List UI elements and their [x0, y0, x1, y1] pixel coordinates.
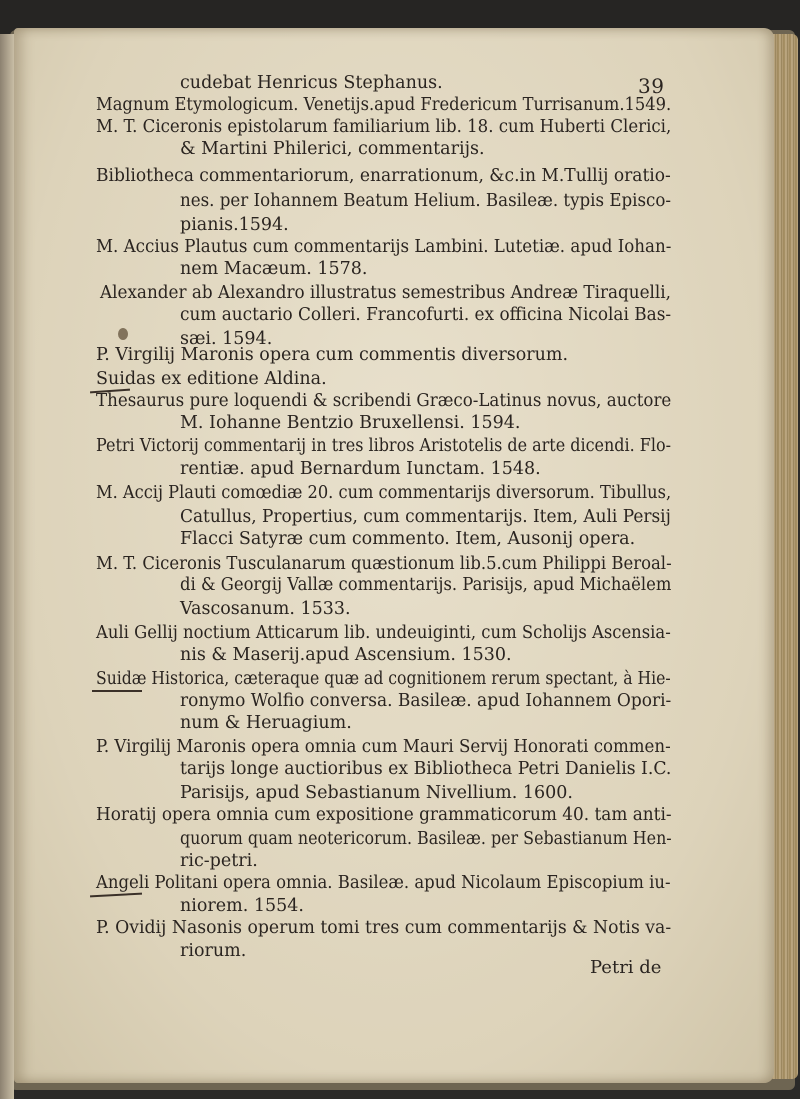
catalog-line: Vascosanum. 1533. — [180, 599, 351, 619]
catalog-line: rentiæ. apud Bernardum Iunctam. 1548. — [180, 459, 541, 479]
catalog-line: P. Virgilij Maronis opera cum commentis diversorum. — [96, 345, 569, 365]
catalog-line: riorum. — [180, 941, 247, 961]
catalog-line: quorum quam neotericorum. Basileæ. per Sebastianum Hen- — [180, 829, 672, 849]
catalog-line: ronymo Wolfio conversa. Basileæ. apud Iohannem Opori- — [180, 691, 672, 711]
catalog-line: Horatij opera omnia cum expositione grammaticorum 40. tam anti- — [96, 805, 672, 825]
catalog-line: pianis.1594. — [180, 215, 289, 235]
catalog-line: niorem. 1554. — [180, 896, 304, 916]
catalog-line: Suidas ex editione Aldina. — [96, 369, 327, 389]
catalog-line: M. T. Ciceronis Tusculanarum quæstionum lib.5.cum Philippi Beroal- — [96, 554, 672, 574]
ink-blot — [118, 328, 128, 340]
catalog-line: M. Accij Plauti comœdiæ 20. cum commentarijs diversorum. Tibullus, — [96, 483, 672, 503]
catalog-line: Catullus, Propertius, cum commentarijs. Item, Auli Persij — [180, 507, 671, 527]
facing-page-edge — [0, 34, 14, 1099]
catalog-line: nem Macæum. 1578. — [180, 259, 368, 279]
catalog-line: & Martini Philerici, commentarijs. — [180, 139, 485, 159]
catalog-line: Bibliotheca commentariorum, enarrationum, &c.in M.Tullij oratio- — [96, 166, 671, 186]
catalog-line: Magnum Etymologicum. Venetijs.apud Fredericum Turrisanum.1549. — [96, 95, 672, 115]
catalog-line: Parisijs, apud Sebastianum Nivellium. 1600. — [180, 783, 573, 803]
catalog-line: M. Accius Plautus cum commentarijs Lambini. Lutetiæ. apud Iohan- — [96, 237, 672, 257]
catalog-line: Thesaurus pure loquendi & scribendi Græco-Latinus novus, auctore — [96, 391, 672, 411]
catalog-line: ric-petri. — [180, 851, 258, 871]
catalog-line: M. Iohanne Bentzio Bruxellensi. 1594. — [180, 413, 521, 433]
catalog-line: nes. per Iohannem Beatum Helium. Basileæ. typis Episco- — [180, 191, 672, 211]
catchword: Petri de — [590, 957, 662, 978]
catalog-line: Angeli Politani opera omnia. Basileæ. apud Nicolaum Episcopium iu- — [96, 873, 671, 893]
catalog-line: P. Virgilij Maronis opera omnia cum Mauri Servij Honorati commen- — [96, 737, 671, 757]
catalog-line: cum auctario Colleri. Francofurti. ex officina Nicolai Bas- — [180, 305, 672, 325]
catalog-line: Petri Victorij commentarij in tres libros Aristotelis de arte dicendi. Flo- — [96, 436, 671, 456]
book-fore-edge — [770, 34, 798, 1079]
catalog-line: num & Heruagium. — [180, 713, 352, 733]
underline-mark — [92, 690, 142, 692]
catalog-line: Flacci Satyræ cum commento. Item, Ausonij opera. — [180, 529, 636, 549]
catalog-line: P. Ovidij Nasonis operum tomi tres cum commentarijs & Notis va- — [96, 918, 672, 938]
catalog-line: cudebat Henricus Stephanus. — [180, 73, 443, 93]
catalog-line: Auli Gellij noctium Atticarum lib. undeuiginti, cum Scholijs Ascensia- — [96, 623, 671, 643]
catalog-line: M. T. Ciceronis epistolarum familiarium lib. 18. cum Huberti Clerici, — [96, 117, 672, 137]
catalog-line: nis & Maserij.apud Ascensium. 1530. — [180, 645, 512, 665]
catalog-line: sæi. 1594. — [180, 329, 273, 349]
catalog-line: Alexander ab Alexandro illustratus semestribus Andreæ Tiraquelli, — [100, 283, 671, 303]
catalog-line: di & Georgij Vallæ commentarijs. Parisijs, apud Michaëlem — [180, 575, 672, 595]
page-number: 39 — [638, 74, 665, 98]
catalog-line: Suidæ Historica, cæteraque quæ ad cognitionem rerum spectant, à Hie- — [96, 669, 671, 689]
catalog-line: tarijs longe auctioribus ex Bibliotheca Petri Danielis I.C. — [180, 759, 672, 779]
